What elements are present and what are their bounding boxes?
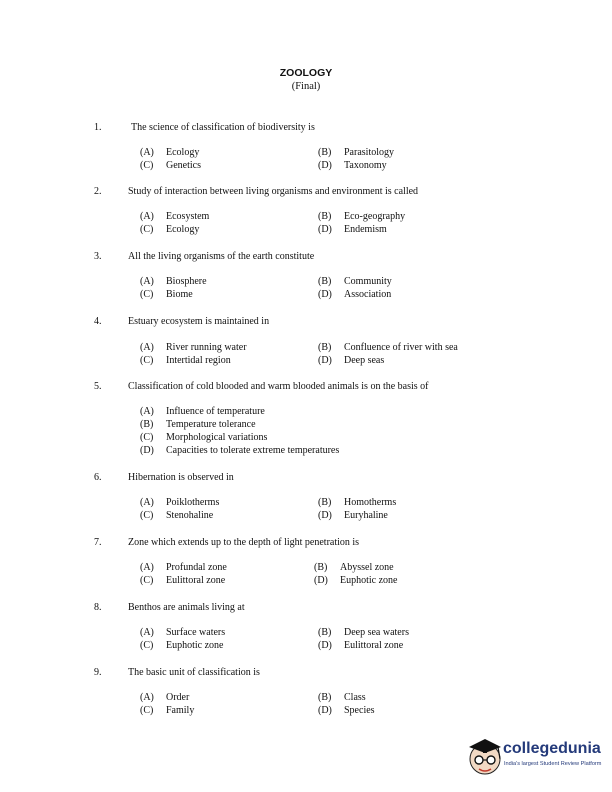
option-b bbox=[318, 276, 392, 287]
option-letter: (B) bbox=[140, 419, 154, 430]
option-text: Profundal zone bbox=[166, 562, 227, 573]
brand-tagline: India's largest Student Review Platform bbox=[504, 761, 602, 767]
question-number: 8. bbox=[94, 602, 102, 613]
option-letter: (C) bbox=[140, 640, 154, 651]
option-text: Endemism bbox=[344, 224, 387, 235]
option-d bbox=[318, 510, 388, 521]
option-c bbox=[140, 510, 213, 521]
option-text: Capacities to tolerate extreme temperatures bbox=[166, 445, 340, 456]
option-a bbox=[140, 406, 265, 417]
option-a bbox=[140, 276, 207, 287]
option-letter: (B) bbox=[318, 147, 332, 158]
option-text: Eulittoral zone bbox=[166, 575, 226, 586]
option-letter: (A) bbox=[140, 342, 154, 353]
option-c bbox=[140, 224, 199, 235]
option-c bbox=[140, 160, 201, 171]
option-text: Euryhaline bbox=[344, 510, 388, 521]
option-c bbox=[140, 289, 193, 300]
brand-name: collegedunia bbox=[503, 740, 601, 757]
option-a bbox=[140, 497, 219, 508]
question-text: The basic unit of classification is bbox=[128, 667, 260, 678]
question-number: 9. bbox=[94, 667, 102, 678]
option-letter: (D) bbox=[318, 160, 332, 171]
option-d bbox=[318, 705, 375, 716]
option-b bbox=[318, 692, 366, 703]
option-b bbox=[318, 497, 396, 508]
option-text: Taxonomy bbox=[344, 160, 387, 171]
option-text: Stenohaline bbox=[166, 510, 214, 521]
option-text: Order bbox=[166, 692, 190, 703]
question-number: 3. bbox=[94, 251, 102, 262]
option-letter: (C) bbox=[140, 224, 154, 235]
option-b bbox=[318, 147, 394, 158]
option-b bbox=[318, 342, 458, 353]
option-letter: (B) bbox=[318, 497, 332, 508]
option-text: Class bbox=[344, 692, 366, 703]
option-letter: (C) bbox=[140, 575, 154, 586]
option-letter: (D) bbox=[318, 289, 332, 300]
option-text: Family bbox=[166, 705, 195, 716]
option-letter: (C) bbox=[140, 432, 154, 443]
question-number: 7. bbox=[94, 537, 102, 548]
option-letter: (D) bbox=[318, 705, 332, 716]
option-d bbox=[314, 575, 397, 586]
option-text: Eco-geography bbox=[344, 211, 406, 222]
option-text: Temperature tolerance bbox=[166, 419, 256, 430]
option-d bbox=[318, 224, 387, 235]
option-letter: (A) bbox=[140, 497, 154, 508]
option-letter: (A) bbox=[140, 562, 154, 573]
option-c bbox=[140, 355, 231, 366]
question-number: 4. bbox=[94, 316, 102, 327]
question-text: All the living organisms of the earth constitute bbox=[128, 251, 315, 262]
option-letter: (C) bbox=[140, 355, 154, 366]
question-text: Zone which extends up to the depth of light penetration is bbox=[128, 537, 360, 548]
question-text: The science of classification of biodiversity is bbox=[131, 122, 315, 133]
option-text: Surface waters bbox=[166, 627, 226, 638]
option-d bbox=[140, 445, 339, 456]
option-text: Influence of temperature bbox=[166, 406, 265, 417]
question-text: Classification of cold blooded and warm blooded animals is on the basis of bbox=[128, 381, 429, 392]
option-letter: (B) bbox=[318, 211, 332, 222]
option-text: River running water bbox=[166, 342, 247, 353]
option-letter: (B) bbox=[318, 627, 332, 638]
option-c bbox=[140, 705, 194, 716]
question-number: 5. bbox=[94, 381, 102, 392]
option-text: Homotherms bbox=[344, 497, 397, 508]
option-a bbox=[140, 342, 247, 353]
option-letter: (C) bbox=[140, 289, 154, 300]
option-letter: (A) bbox=[140, 147, 154, 158]
option-text: Deep sea waters bbox=[344, 627, 409, 638]
option-letter: (D) bbox=[318, 355, 332, 366]
option-text: Biome bbox=[166, 289, 193, 300]
option-letter: (A) bbox=[140, 627, 154, 638]
option-text: Poiklotherms bbox=[166, 497, 220, 508]
option-a bbox=[140, 627, 225, 638]
option-letter: (D) bbox=[318, 224, 332, 235]
option-d bbox=[318, 640, 403, 651]
option-text: Intertidal region bbox=[166, 355, 231, 366]
option-letter: (B) bbox=[318, 342, 332, 353]
option-text: Morphological variations bbox=[166, 432, 268, 443]
option-text: Species bbox=[344, 705, 375, 716]
option-b bbox=[318, 627, 409, 638]
option-text: Deep seas bbox=[344, 355, 385, 366]
option-text: Abyssel zone bbox=[340, 562, 394, 573]
option-letter: (A) bbox=[140, 406, 154, 417]
option-letter: (D) bbox=[314, 575, 328, 586]
option-text: Biosphere bbox=[166, 276, 207, 287]
page-title: ZOOLOGY bbox=[279, 67, 333, 79]
option-a bbox=[140, 147, 199, 158]
option-letter: (C) bbox=[140, 705, 154, 716]
option-c bbox=[140, 640, 223, 651]
option-letter: (D) bbox=[140, 445, 154, 456]
option-text: Ecology bbox=[166, 147, 200, 158]
option-text: Euphotic zone bbox=[166, 640, 224, 651]
question-number: 2. bbox=[94, 186, 102, 197]
option-letter: (B) bbox=[318, 276, 332, 287]
option-a bbox=[140, 562, 227, 573]
option-letter: (A) bbox=[140, 211, 154, 222]
option-letter: (C) bbox=[140, 160, 154, 171]
option-text: Eulittoral zone bbox=[344, 640, 404, 651]
option-text: Ecology bbox=[166, 224, 200, 235]
option-letter: (B) bbox=[314, 562, 328, 573]
option-text: Euphotic zone bbox=[340, 575, 398, 586]
option-c bbox=[140, 575, 225, 586]
option-letter: (A) bbox=[140, 276, 154, 287]
option-letter: (B) bbox=[318, 692, 332, 703]
question-number: 1. bbox=[94, 122, 102, 133]
option-letter: (A) bbox=[140, 692, 154, 703]
question-text: Hibernation is observed in bbox=[128, 472, 234, 483]
option-text: Confluence of river with sea bbox=[344, 342, 458, 353]
option-text: Community bbox=[344, 276, 392, 287]
option-text: Genetics bbox=[166, 160, 201, 171]
page-subtitle: (Final) bbox=[291, 81, 321, 92]
option-letter: (D) bbox=[318, 510, 332, 521]
option-text: Ecosystem bbox=[166, 211, 210, 222]
option-a bbox=[140, 211, 209, 222]
option-b bbox=[140, 419, 256, 430]
option-a bbox=[140, 692, 189, 703]
option-d bbox=[318, 160, 387, 171]
option-d bbox=[318, 289, 391, 300]
option-text: Association bbox=[344, 289, 392, 300]
question-text: Study of interaction between living organisms and environment is called bbox=[128, 186, 419, 197]
option-text: Parasitology bbox=[344, 147, 394, 158]
option-letter: (D) bbox=[318, 640, 332, 651]
option-c bbox=[140, 432, 267, 443]
option-d bbox=[318, 355, 384, 366]
option-b bbox=[318, 211, 405, 222]
option-b bbox=[314, 562, 394, 573]
option-letter: (C) bbox=[140, 510, 154, 521]
question-text: Estuary ecosystem is maintained in bbox=[128, 316, 270, 327]
question-text: Benthos are animals living at bbox=[128, 602, 245, 613]
question-number: 6. bbox=[94, 472, 102, 483]
